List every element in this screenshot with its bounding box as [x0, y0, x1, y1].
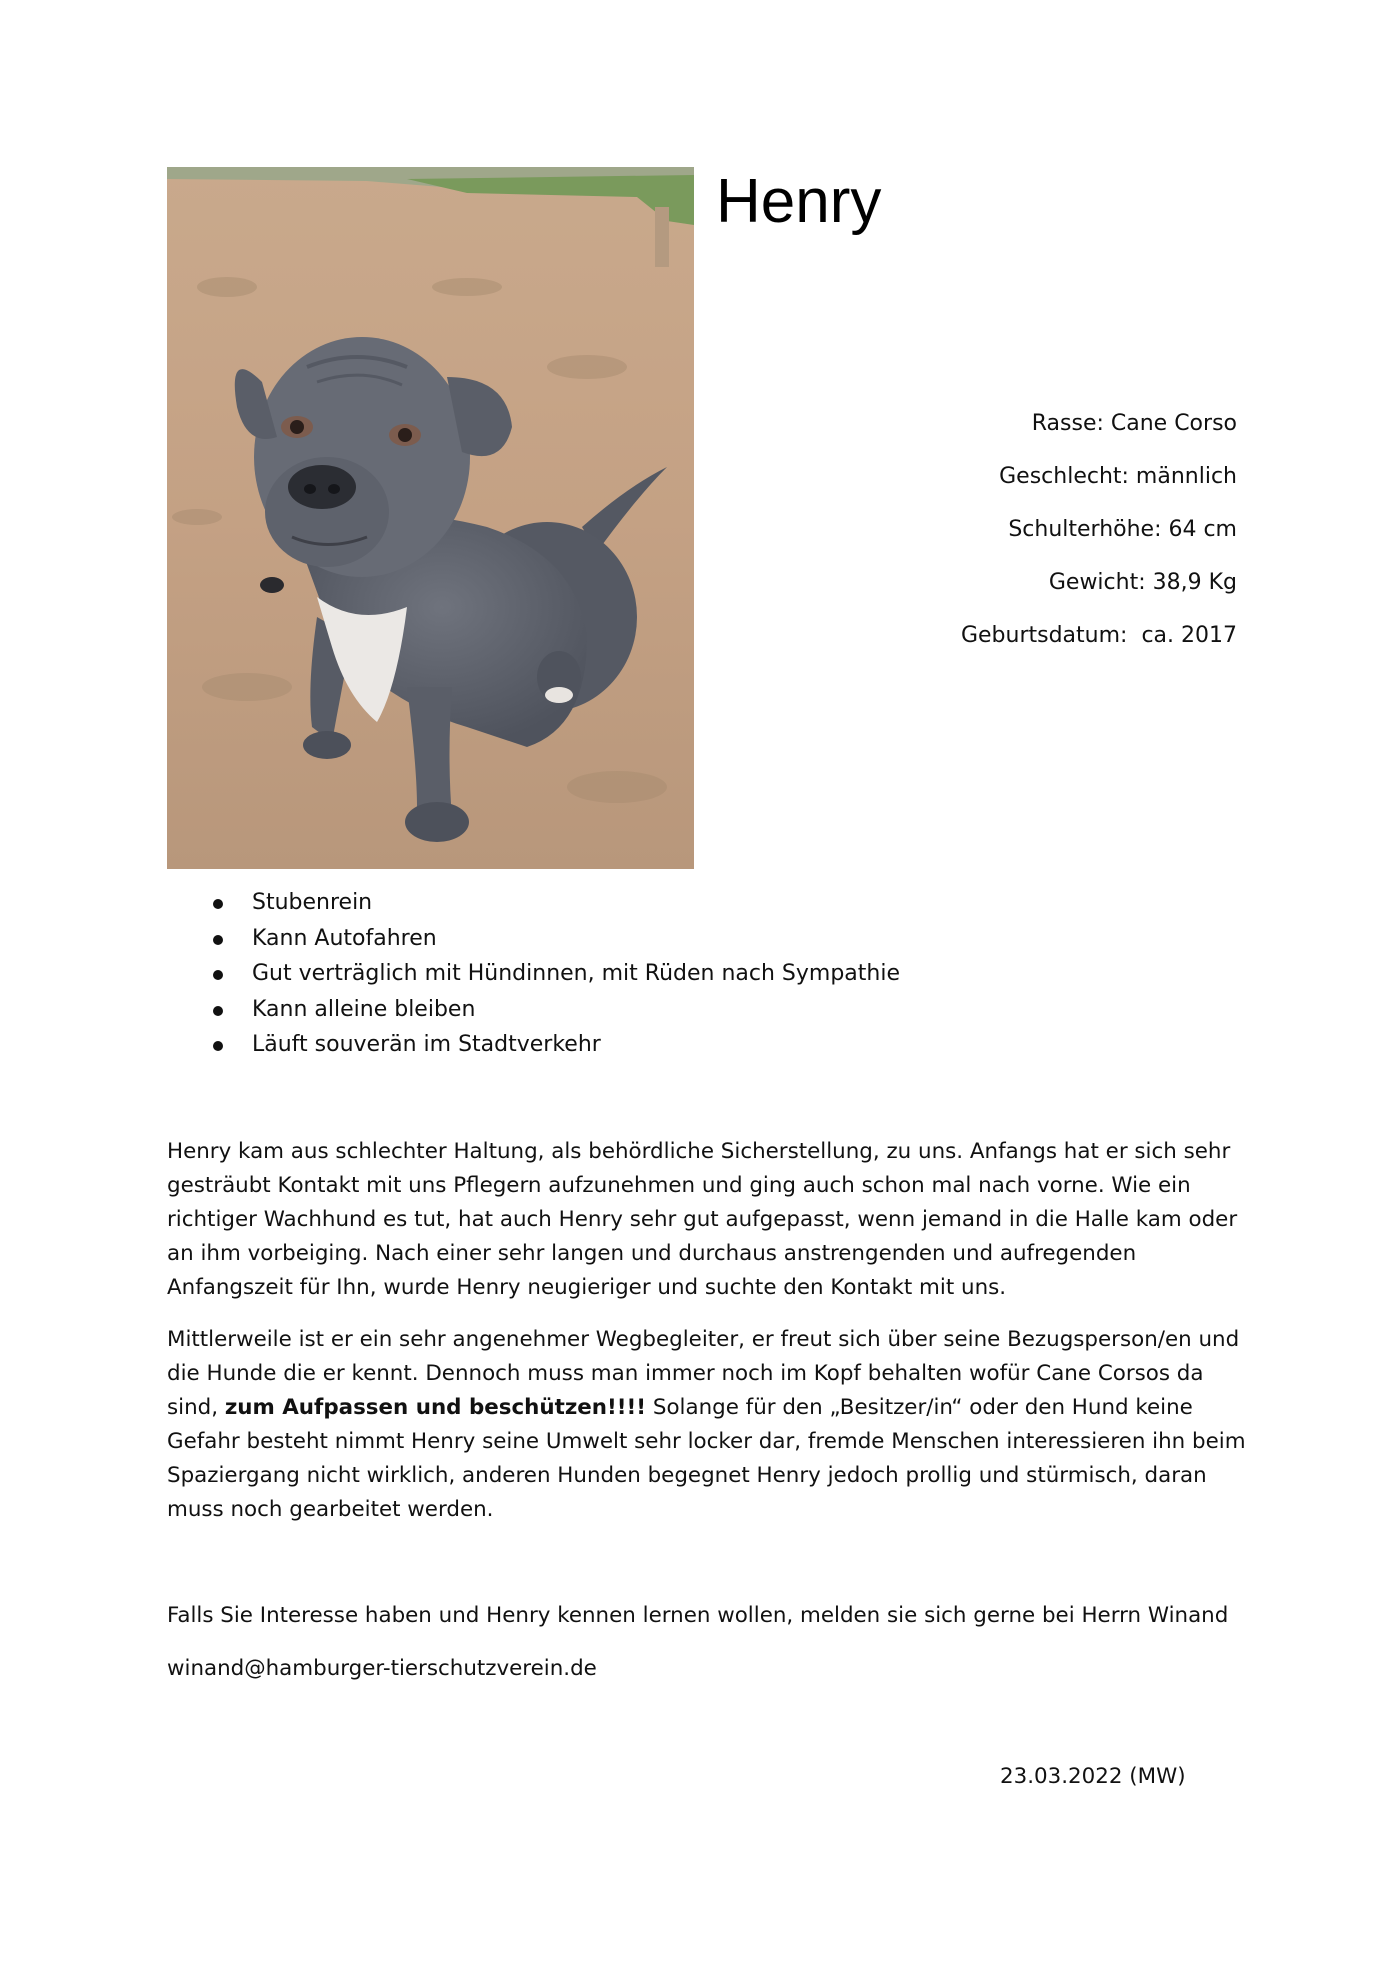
dog-facts: [961, 408, 1237, 673]
list-item: [209, 994, 900, 1030]
list-item-text: Kann alleine bleiben: [252, 996, 476, 1022]
list-item: [209, 923, 900, 959]
list-item-text: Stubenrein: [252, 890, 373, 915]
contact-text: Falls Sie Interesse haben und Henry kennen lernen wollen, melden sie sich gerne bei Herrn Winand: [167, 1603, 1229, 1628]
bullet-icon: [213, 899, 223, 909]
story-paragraph-2: [167, 1323, 1247, 1527]
list-item: [209, 1029, 900, 1065]
bullet-icon: [213, 1041, 223, 1051]
fact-shoulder-height: Schulterhöhe: 64 cm: [1008, 517, 1237, 542]
list-item-text: Kann Autofahren: [252, 925, 437, 951]
story-paragraph-1: Henry kam aus schlechter Haltung, als behördliche Sicherstellung, zu uns. Anfangs hat er sich sehr gesträubt Kontakt mit uns Pflegern aufzunehmen und ging auch schon mal nach vorne. Wie ein richtiger Wachhund es tut, hat auch Henry sehr gut aufgepasst, wenn jemand in die Halle kam oder an ihm vorbeiging. Nach einer sehr langen und durchaus anstrengenden und aufregenden Anfangszeit für Ihn, wurde Henry neugieriger und suchte den Kontakt mit uns.: [167, 1139, 1238, 1300]
bullet-icon: [213, 935, 223, 945]
fact-breed: Rasse: Cane Corso: [1031, 411, 1237, 436]
story-paragraph-2-intro: Mittlerweile ist er ein sehr angenehmer Wegbegleiter, er freut sich über seine Bezugsperson/en und die Hunde die er kennt. Dennoch muss man immer noch im Kopf behalten wofür Cane Corsos da sind,: [167, 1327, 1240, 1420]
bullet-icon: [213, 1006, 223, 1016]
list-item: [209, 958, 900, 994]
list-item-text: Gut verträglich mit Hündinnen, mit Rüden nach Sympathie: [252, 961, 900, 986]
bullet-icon: [213, 970, 223, 980]
list-item: [209, 887, 900, 923]
document-date: 23.03.2022 (MW): [1000, 1764, 1186, 1789]
fact-birthdate: Geburtsdatum: ca. 2017: [960, 623, 1237, 648]
traits-list: [209, 887, 900, 1065]
dog-photo: [167, 167, 694, 869]
contact-email[interactable]: winand@hamburger-tierschutzverein.de: [167, 1656, 597, 1681]
fact-weight: Gewicht: 38,9 Kg: [1048, 570, 1237, 595]
fact-sex: Geschlecht: männlich: [999, 464, 1237, 489]
story-paragraph-2-emphasis: zum Aufpassen und beschützen!!!!: [224, 1395, 647, 1420]
dog-photo-icon: [167, 167, 694, 869]
story-paragraph-2-rest: Solange für den „Besitzer/in“ oder den Hund keine Gefahr besteht nimmt Henry seine Umwelt sehr locker dar, fremde Menschen interessieren ihn beim Spaziergang nicht wirklich, anderen Hunden begegnet Henry jedoch prollig und stürmisch, daran muss noch gearbeitet werden.: [167, 1395, 1246, 1522]
page-title: Henry: [716, 167, 882, 236]
list-item-text: Läuft souverän im Stadtverkehr: [252, 1032, 601, 1057]
